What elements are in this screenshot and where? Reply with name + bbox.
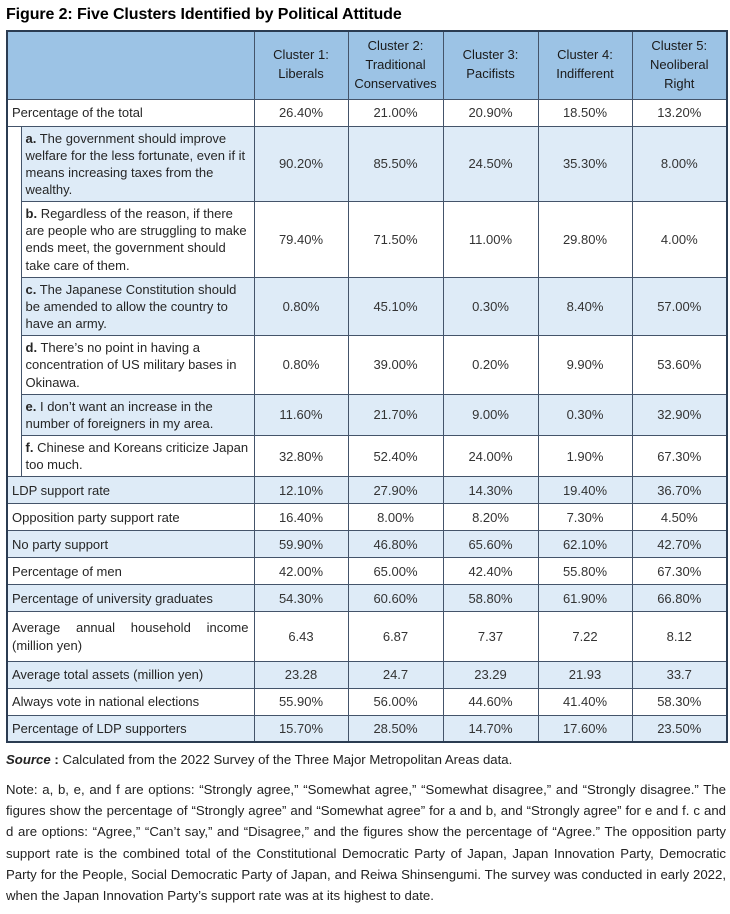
value-cell: 6.43 [254, 612, 348, 661]
table-row [7, 277, 727, 335]
row-letter: c. [25, 281, 37, 297]
value-cell: 18.50% [538, 99, 632, 126]
column-header: Cluster 2: Traditional Conservatives [348, 31, 443, 99]
value-cell: 65.00% [348, 558, 443, 585]
table-row [7, 612, 727, 661]
row-label-text: There’s no point in having a concentration of US military bases in Okinawa. [25, 340, 237, 390]
column-header: Cluster 5: Neoliberal Right [632, 31, 727, 99]
value-cell: 14.30% [443, 477, 538, 504]
value-cell: 7.30% [538, 504, 632, 531]
value-cell: 24.7 [348, 661, 443, 688]
table-row [7, 394, 727, 435]
table-row [7, 126, 727, 202]
row-label: LDP support rate [7, 477, 254, 504]
value-cell: 8.00% [348, 504, 443, 531]
value-cell: 8.00% [632, 126, 727, 202]
table-row [7, 585, 727, 612]
value-cell: 15.70% [254, 715, 348, 742]
value-cell: 62.10% [538, 531, 632, 558]
row-label: Average annual household income (million yen) [7, 612, 254, 661]
row-label-text: Regardless of the reason, if there are people who are struggling to make ends meet, the government should take care of them. [25, 206, 247, 273]
value-cell: 67.30% [632, 436, 727, 477]
value-cell: 1.90% [538, 436, 632, 477]
table-row [7, 558, 727, 585]
value-cell: 0.30% [538, 394, 632, 435]
value-cell: 52.40% [348, 436, 443, 477]
value-cell: 8.40% [538, 277, 632, 335]
table-header-row [7, 31, 727, 99]
value-cell: 36.70% [632, 477, 727, 504]
value-cell: 58.80% [443, 585, 538, 612]
table-row [7, 477, 727, 504]
row-label [21, 394, 254, 435]
table-row [7, 715, 727, 742]
value-cell: 56.00% [348, 688, 443, 715]
value-cell: 29.80% [538, 202, 632, 278]
table-row [7, 436, 727, 477]
value-cell: 4.50% [632, 504, 727, 531]
row-label: No party support [7, 531, 254, 558]
value-cell: 41.40% [538, 688, 632, 715]
row-label [21, 336, 254, 394]
row-label [21, 126, 254, 202]
source-note [6, 752, 726, 767]
figure-title: Figure 2: Five Clusters Identified by Political Attitude [6, 6, 402, 23]
row-letter: a. [25, 130, 37, 146]
value-cell: 44.60% [443, 688, 538, 715]
value-cell: 21.00% [348, 99, 443, 126]
value-cell: 42.70% [632, 531, 727, 558]
row-letter: e. [25, 398, 37, 414]
value-cell: 33.7 [632, 661, 727, 688]
row-label-text: The Japanese Constitution should be amended to allow the country to have an army. [25, 281, 237, 332]
value-cell: 23.29 [443, 661, 538, 688]
row-label-text: The government should improve welfare for the less fortunate, even if it means increasing taxes from the wealthy. [25, 130, 246, 197]
value-cell: 79.40% [254, 202, 348, 278]
column-header: Cluster 3: Pacifists [443, 31, 538, 99]
row-label: Percentage of university graduates [7, 585, 254, 612]
value-cell: 17.60% [538, 715, 632, 742]
value-cell: 0.30% [443, 277, 538, 335]
value-cell: 26.40% [254, 99, 348, 126]
value-cell: 39.00% [348, 336, 443, 394]
row-letter: b. [25, 206, 38, 222]
source-separator: : [50, 752, 63, 768]
corner-cell [7, 31, 254, 99]
value-cell: 23.50% [632, 715, 727, 742]
row-label-text: I don’t want an increase in the number of foreigners in my area. [25, 398, 214, 431]
value-cell: 85.50% [348, 126, 443, 202]
table-row [7, 202, 727, 278]
value-cell: 55.90% [254, 688, 348, 715]
row-label: Always vote in national elections [7, 688, 254, 715]
value-cell: 24.00% [443, 436, 538, 477]
value-cell: 19.40% [538, 477, 632, 504]
row-label [21, 277, 254, 335]
value-cell: 71.50% [348, 202, 443, 278]
value-cell: 7.37 [443, 612, 538, 661]
table-row [7, 688, 727, 715]
value-cell: 32.80% [254, 436, 348, 477]
row-label: Opposition party support rate [7, 504, 254, 531]
value-cell: 16.40% [254, 504, 348, 531]
column-header: Cluster 1: Liberals [254, 31, 348, 99]
footnote: Note: a, b, e, and f are options: “Strongly agree,” “Somewhat agree,” “Somewhat disagree,” and “Strongly disagree.” The figures show the percentage of “Strongly agree” and “Somewhat agree” for a and b, and “Strongly agree” for e and f. c and d are options: “Agree,” “Can’t say,” and “Disagree,” and the figures show the percentage of “Agree.” The opposition party support rate is the combined total of the Constitutional Democratic Party of Japan, Japan Innovation Party, Democratic Party for the People, Social Democratic Party of Japan, and Reiwa Shinsengumi. The survey was conducted in early 2022, when the Japan Innovation Party’s support rate was at its highest to date. [6, 782, 726, 903]
value-cell: 45.10% [348, 277, 443, 335]
value-cell: 32.90% [632, 394, 727, 435]
table-row [7, 531, 727, 558]
value-cell: 0.80% [254, 277, 348, 335]
value-cell: 35.30% [538, 126, 632, 202]
value-cell: 7.22 [538, 612, 632, 661]
table-row [7, 336, 727, 394]
clusters-table [6, 30, 728, 743]
value-cell: 61.90% [538, 585, 632, 612]
row-label: Percentage of the total [7, 99, 254, 126]
indent-spacer [7, 126, 21, 477]
value-cell: 12.10% [254, 477, 348, 504]
source-text: Calculated from the 2022 Survey of the Three Major Metropolitan Areas data. [62, 752, 513, 768]
value-cell: 58.30% [632, 688, 727, 715]
value-cell: 42.40% [443, 558, 538, 585]
value-cell: 21.93 [538, 661, 632, 688]
value-cell: 90.20% [254, 126, 348, 202]
value-cell: 46.80% [348, 531, 443, 558]
value-cell: 8.12 [632, 612, 727, 661]
value-cell: 0.80% [254, 336, 348, 394]
value-cell: 13.20% [632, 99, 727, 126]
value-cell: 53.60% [632, 336, 727, 394]
row-letter: d. [25, 340, 38, 356]
value-cell: 23.28 [254, 661, 348, 688]
table-row [7, 99, 727, 126]
row-letter: f. [25, 440, 34, 456]
value-cell: 4.00% [632, 202, 727, 278]
value-cell: 0.20% [443, 336, 538, 394]
value-cell: 6.87 [348, 612, 443, 661]
row-label [21, 202, 254, 278]
value-cell: 59.90% [254, 531, 348, 558]
value-cell: 11.00% [443, 202, 538, 278]
row-label: Average total assets (million yen) [7, 661, 254, 688]
row-label [21, 436, 254, 477]
value-cell: 54.30% [254, 585, 348, 612]
value-cell: 14.70% [443, 715, 538, 742]
table-row [7, 661, 727, 688]
value-cell: 65.60% [443, 531, 538, 558]
value-cell: 20.90% [443, 99, 538, 126]
source-label: Source [6, 752, 51, 768]
row-label: Percentage of LDP supporters [7, 715, 254, 742]
value-cell: 42.00% [254, 558, 348, 585]
value-cell: 66.80% [632, 585, 727, 612]
value-cell: 57.00% [632, 277, 727, 335]
value-cell: 55.80% [538, 558, 632, 585]
table-row [7, 504, 727, 531]
column-header: Cluster 4: Indifferent [538, 31, 632, 99]
value-cell: 27.90% [348, 477, 443, 504]
value-cell: 11.60% [254, 394, 348, 435]
row-label-text: Chinese and Koreans criticize Japan too much. [25, 440, 249, 473]
value-cell: 8.20% [443, 504, 538, 531]
table-body [7, 99, 727, 742]
value-cell: 60.60% [348, 585, 443, 612]
value-cell: 21.70% [348, 394, 443, 435]
row-label: Percentage of men [7, 558, 254, 585]
value-cell: 9.90% [538, 336, 632, 394]
value-cell: 9.00% [443, 394, 538, 435]
value-cell: 24.50% [443, 126, 538, 202]
value-cell: 28.50% [348, 715, 443, 742]
value-cell: 67.30% [632, 558, 727, 585]
